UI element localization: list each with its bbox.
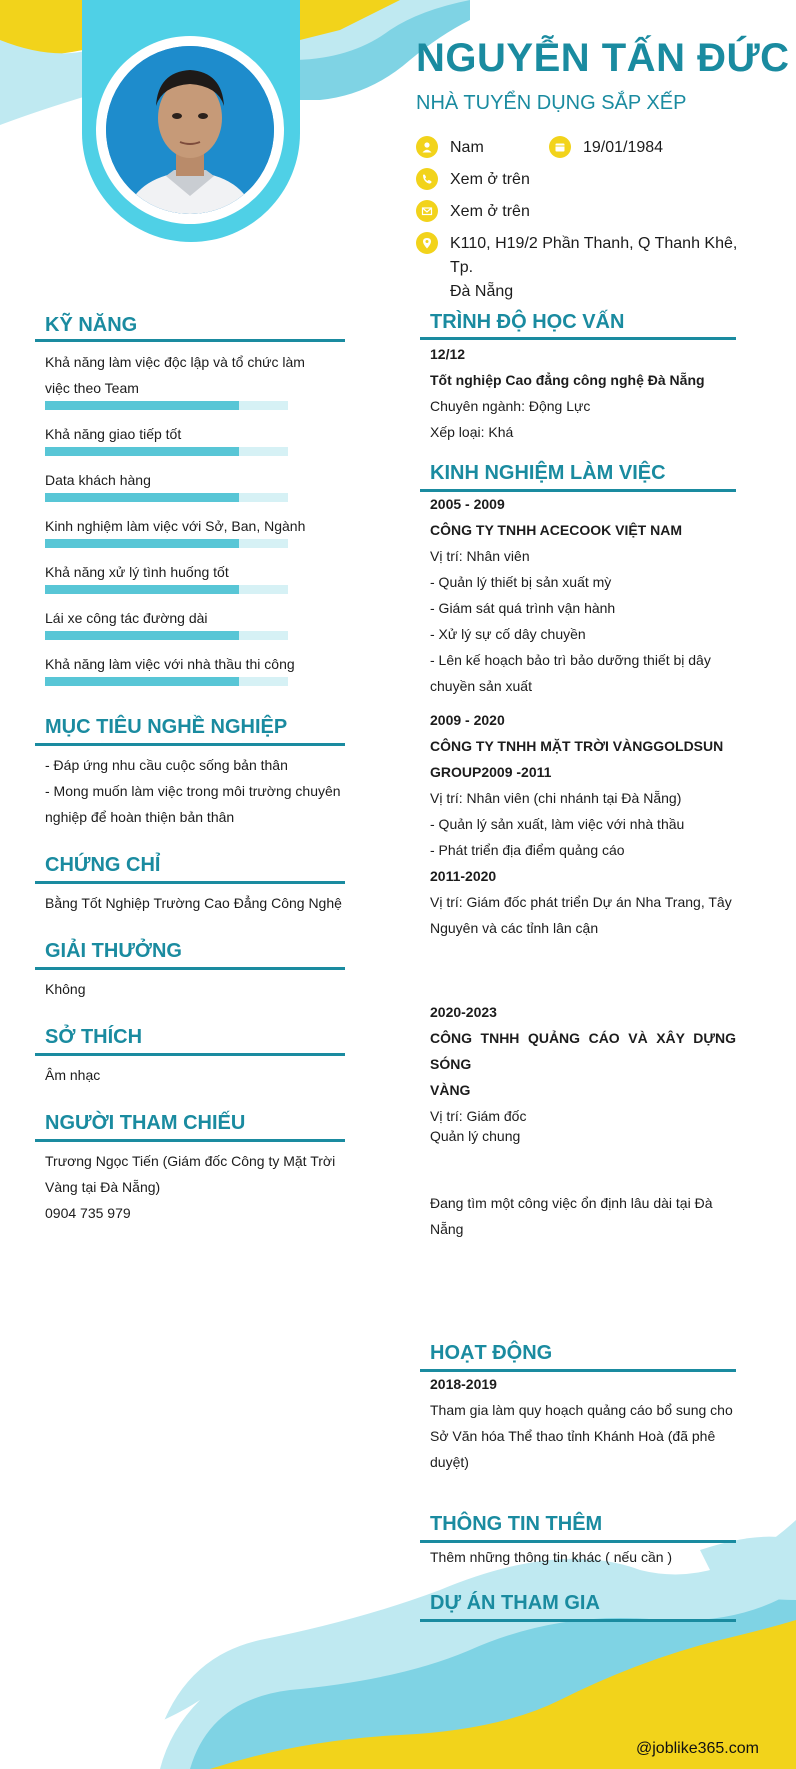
activities-body: 2018-2019 Tham gia làm quy hoạch quảng cáo bổ sung cho Sở Văn hóa Thể thao tỉnh Khánh Hoà (đã phê duyệt): [430, 1376, 733, 1470]
candidate-name: NGUYỄN TẤN ĐỨC: [416, 36, 790, 80]
gender-text: Nam: [450, 139, 484, 156]
skill-bar: [45, 585, 288, 594]
skill-fill: [45, 401, 239, 410]
email-text: Xem ở trên: [450, 203, 530, 220]
skill-label: Khả năng làm việc với nhà thầu thi công: [45, 656, 295, 672]
skill-label: Khả năng giao tiếp tốt: [45, 426, 182, 442]
email-row: [416, 200, 530, 224]
profile-photo: [106, 46, 274, 214]
skill-fill: [45, 493, 239, 502]
experience-job3-duty: Quản lý chung: [430, 1128, 521, 1144]
skill-bar: [45, 401, 288, 410]
address-row: [416, 232, 756, 304]
skill-label: Khả năng xử lý tình huống tốt: [45, 564, 229, 580]
phone-text: Xem ở trên: [450, 171, 530, 188]
experience-job2: 2009 - 2020 CÔNG TY TNHH MẶT TRỜI VÀNGGOLDSUN GROUP2009 -2011 Vị trí: Nhân viên (chi nhánh tại Đà Nẵng) - Quản lý sản xuất, làm việc với nhà thầu - Phát triển địa điểm quảng cáo 2011-2020 Vị trí: Giám đốc phát triển Dự án Nha Trang, Tây Nguyên và các tỉnh lân cận: [430, 712, 732, 936]
certificates-divider: [35, 881, 345, 884]
awards-title: GIẢI THƯỞNG: [45, 940, 182, 962]
references-text: Trương Ngọc Tiến (Giám đốc Công ty Mặt Trời Vàng tại Đà Nẵng) 0904 735 979: [45, 1153, 336, 1221]
skill-bar: [45, 539, 288, 548]
gender-row: [416, 136, 484, 160]
skill-fill: [45, 585, 239, 594]
hobbies-divider: [35, 1053, 345, 1056]
references-divider: [35, 1139, 345, 1142]
phone-icon: [416, 168, 438, 190]
activities-title: HOẠT ĐỘNG: [430, 1342, 553, 1364]
experience-job3-goal: Đang tìm một công việc ổn định lâu dài tại Đà Nẵng: [430, 1195, 713, 1237]
skill-bar: [45, 447, 288, 456]
objective-text: - Đáp ứng nhu cầu cuộc sống bản thân - Mong muốn làm việc trong môi trường chuyên nghiệp để hoàn thiện bản thân: [45, 757, 341, 825]
extra-title: THÔNG TIN THÊM: [430, 1513, 603, 1535]
awards-divider: [35, 967, 345, 970]
address-text: K110, H19/2 Phần Thanh, Q Thanh Khê, Tp. Đà Nẵng: [450, 235, 738, 300]
projects-title: DỰ ÁN THAM GIA: [430, 1592, 600, 1614]
experience-job3: 2020-2023 CÔNG TNHH QUẢNG CÁO VÀ XÂY DỰNG SÓNG VÀNG Vị trí: Giám đốc: [430, 1004, 736, 1124]
education-body: 12/12 Tốt nghiệp Cao đẳng công nghệ Đà Nẵng Chuyên ngành: Động Lực Xếp loại: Khá: [430, 346, 705, 440]
skill-label: Kinh nghiệm làm việc với Sở, Ban, Ngành: [45, 518, 306, 534]
extra-divider: [420, 1540, 736, 1543]
email-icon: [416, 200, 438, 222]
education-divider: [420, 337, 736, 340]
hobbies-text: Âm nhạc: [45, 1067, 101, 1083]
extra-text: Thêm những thông tin khác ( nếu cần ): [430, 1549, 673, 1565]
job-title: NHÀ TUYỂN DỤNG SẮP XẾP: [416, 92, 687, 114]
references-title: NGƯỜI THAM CHIẾU: [45, 1112, 246, 1134]
hobbies-title: SỞ THÍCH: [45, 1026, 143, 1048]
skill-fill: [45, 631, 239, 640]
footer-handle: @joblike365.com: [636, 1740, 759, 1757]
phone-row: [416, 168, 530, 192]
skill-bar: [45, 677, 288, 686]
certificates-title: CHỨNG CHỈ: [45, 854, 161, 876]
projects-divider: [420, 1619, 736, 1622]
skill-label: Data khách hàng: [45, 472, 151, 488]
location-icon: [416, 232, 438, 254]
skill-bar: [45, 631, 288, 640]
experience-job1: 2005 - 2009 CÔNG TY TNHH ACECOOK VIỆT NAM Vị trí: Nhân viên - Quản lý thiết bị sản xuất mỳ - Giám sát quá trình vận hành - Xử lý sự cố dây chuyền - Lên kế hoạch bảo trì bảo dưỡng thiết bị dây chuyền sản xuất: [430, 496, 711, 694]
birthdate-text: 19/01/1984: [583, 139, 664, 156]
awards-text: Không: [45, 981, 86, 997]
skill-fill: [45, 677, 239, 686]
skill-label: Lái xe công tác đường dài: [45, 610, 208, 626]
skill-bar: [45, 493, 288, 502]
user-icon: [416, 136, 438, 158]
skills-title: KỸ NĂNG: [45, 314, 138, 336]
skill-fill: [45, 447, 239, 456]
certificates-text: Bằng Tốt Nghiệp Trường Cao Đẳng Công Nghệ: [45, 895, 342, 911]
skills-divider: [35, 339, 345, 342]
birthdate-row: [549, 136, 663, 160]
experience-title: KINH NGHIỆM LÀM VIỆC: [430, 462, 666, 484]
skill-label: Khả năng làm việc độc lập và tổ chức làm việc theo Team: [45, 354, 305, 396]
objective-title: MỤC TIÊU NGHỀ NGHIỆP: [45, 716, 288, 738]
objective-divider: [35, 743, 345, 746]
education-title: TRÌNH ĐỘ HỌC VẤN: [430, 311, 625, 333]
skill-fill: [45, 539, 239, 548]
calendar-icon: [549, 136, 571, 158]
